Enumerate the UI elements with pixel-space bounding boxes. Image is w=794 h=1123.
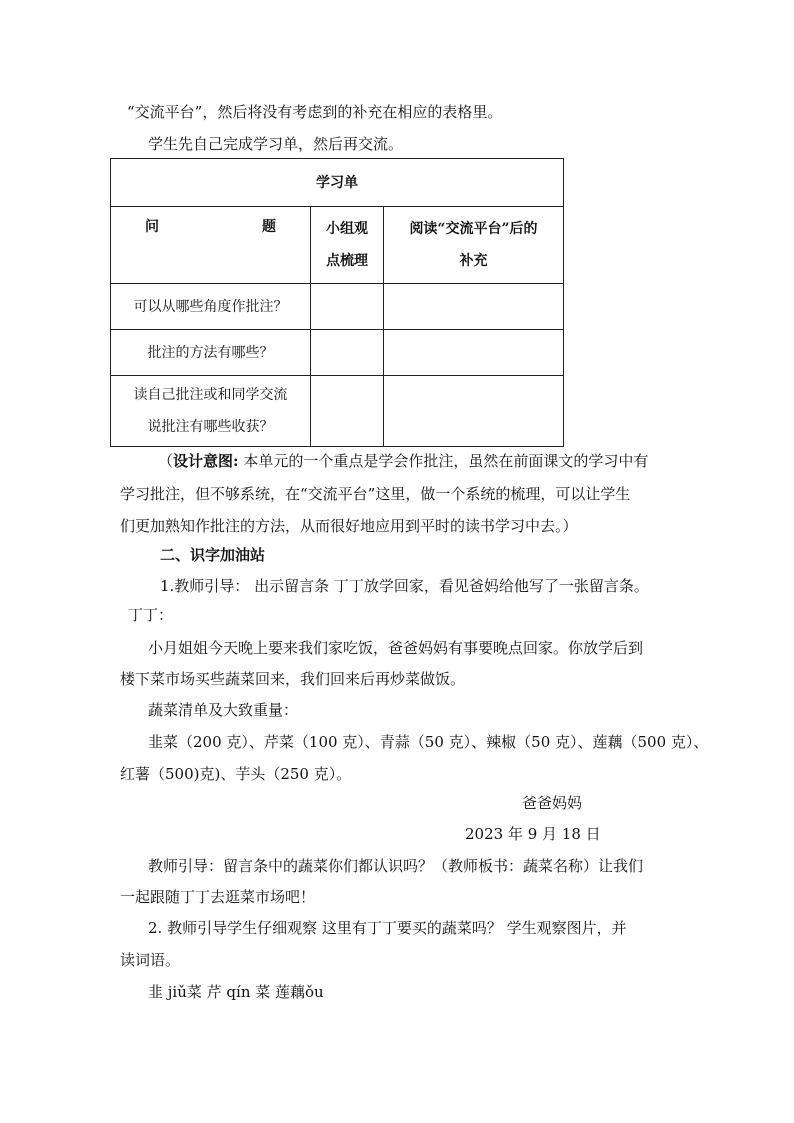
- step2-line-2: 读词语。: [120, 951, 181, 969]
- row-question-2: 批注的方法有哪些？: [111, 330, 311, 376]
- row-cell-empty[interactable]: [311, 376, 384, 447]
- row-question-3: [111, 376, 311, 447]
- section2-heading: 二、识字加油站: [160, 546, 266, 564]
- row-question-1: 可以从哪些角度作批注？: [111, 284, 311, 330]
- header-group-view: [311, 207, 384, 284]
- design-intent-line-2: 学习批注，但不够系统，在“交流平台”这里，做一个系统的梳理，可以让学生: [120, 485, 631, 503]
- intro-line-2: 学生先自己完成学习单，然后再交流。: [148, 135, 404, 153]
- row-cell-empty[interactable]: [384, 376, 564, 447]
- note-paragraph-line-2: 楼下菜市场买些蔬菜回来，我们回来后再炒菜做饭。: [120, 670, 466, 688]
- note-paragraph-line-1: 小月姐姐今天晚上要来我们家吃饭，爸爸妈妈有事要晚点回家。你放学后到: [148, 639, 644, 657]
- step1-text: 1.教师引导： 出示留言条 丁丁放学回家，看见爸妈给他写了一张留言条。: [160, 577, 649, 595]
- row-cell-empty[interactable]: [384, 330, 564, 376]
- design-intent-text-1: 本单元的一个重点是学会作批注，虽然在前面课文的学习中有: [238, 452, 649, 470]
- header-group-view-l1: 小组观: [326, 221, 368, 237]
- note-list-line-2: 红薯（500)克)、芋头（250 克）。: [120, 765, 352, 783]
- worksheet-table: [110, 158, 564, 447]
- design-open-paren: （: [158, 452, 174, 470]
- design-intent-line-1: [158, 451, 648, 471]
- header-group-view-l2: 点梳理: [326, 253, 368, 269]
- note-date: 2023 年 9 月 18 日: [465, 825, 601, 843]
- header-supplement: [384, 207, 564, 284]
- row-cell-empty[interactable]: [311, 330, 384, 376]
- header-supplement-l1: 阅读“交流平台”后的: [409, 221, 538, 237]
- note-greeting: 丁丁：: [128, 606, 174, 624]
- header-question: [111, 207, 311, 284]
- design-intent-colon: :: [233, 452, 239, 470]
- guide-line-2: 一起跟随丁丁去逛菜市场吧！: [120, 888, 316, 906]
- header-supplement-l2: 补充: [459, 253, 488, 269]
- row-cell-empty[interactable]: [311, 284, 384, 330]
- note-list-title: 蔬菜清单及大致重量：: [148, 701, 299, 719]
- design-intent-line-3: 们更加熟知作批注的方法，从而很好地应用到平时的读书学习中去。）: [120, 517, 578, 535]
- row-question-3-l1: 读自己批注或和同学交流: [133, 387, 288, 403]
- note-signature: 爸爸妈妈: [522, 794, 583, 812]
- row-cell-empty[interactable]: [384, 284, 564, 330]
- intro-line-1: “交流平台”，然后将没有考虑到的补充在相应的表格里。: [127, 103, 503, 121]
- step2-line-1: 2. 教师引导学生仔细观察 这里有丁丁要买的蔬菜吗？ 学生观察图片，并: [148, 919, 627, 937]
- worksheet-title: 学习单: [111, 159, 564, 207]
- header-question-char2: 题: [262, 219, 276, 235]
- row-question-3-l2: 说批注有哪些收获？: [147, 419, 274, 435]
- vocabulary-words: 韭 jiǔ菜 芹 qín 菜 莲藕ǒu: [148, 983, 324, 1001]
- header-question-char1: 问: [145, 219, 159, 235]
- guide-line-1: 教师引导：留言条中的蔬菜你们都认识吗？（教师板书：蔬菜名称）让我们: [148, 857, 644, 875]
- note-list-line-1: 韭菜（200 克）、芹菜（100 克）、青蒜（50 克）、辣椒（50 克）、莲藕（500 克）、: [148, 733, 709, 751]
- design-intent-label: 设计意图: [173, 452, 234, 470]
